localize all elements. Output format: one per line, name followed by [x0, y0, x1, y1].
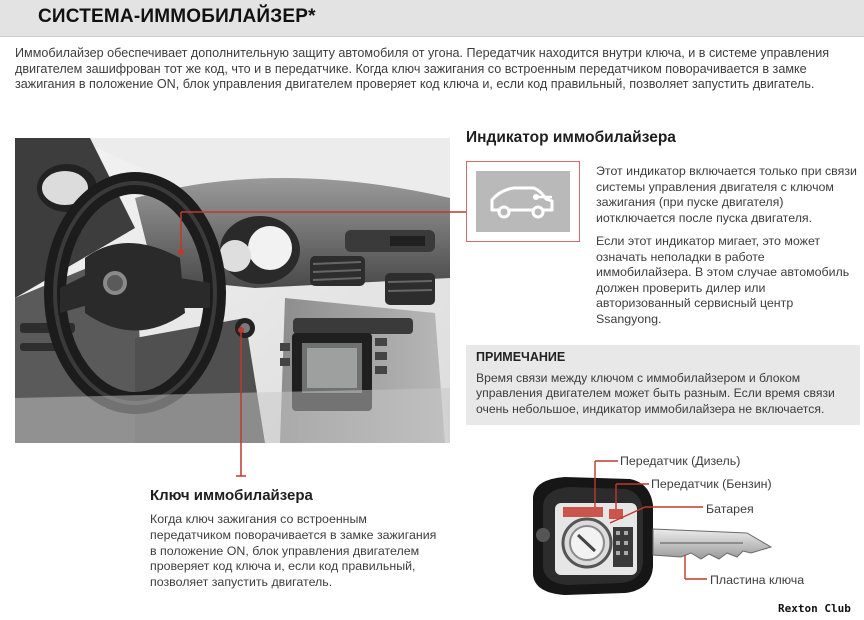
indicator-warning: Если этот индикатор мигает, это может означать неполадки в работе иммобилайзера. В этом случае автомобиль должен проверить дилер или авторизованный сервисный центр Ssangyong.	[596, 234, 850, 326]
note-text: Время связи между ключом с иммобилайзером и блоком управления двигателем может быть разным. Если время связи очень небольшое, индикатор иммобилайзера не включается.	[476, 371, 835, 416]
label-transmitter-diesel: Передатчик (Дизель)	[620, 454, 741, 468]
label-transmitter-petrol: Передатчик (Бензин)	[651, 477, 772, 491]
immobilizer-indicator-box	[466, 161, 580, 242]
page-title: СИСТЕМА-ИММОБИЛАЙЗЕР*	[38, 6, 316, 27]
watermark: Rexton Club	[778, 602, 851, 615]
label-key-blade: Пластина ключа	[710, 573, 805, 587]
key-description: Когда ключ зажигания со встроенным передатчиком поворачивается в замке зажигания в положение ON, блок управления двигателем проверяет код ключа и, если код правильный, позволяет запустить двигатель.	[150, 512, 437, 590]
car-key-icon	[476, 171, 570, 232]
indicator-title: Индикатор иммобилайзера	[466, 129, 676, 146]
label-battery: Батарея	[706, 502, 754, 516]
intro-paragraph: Иммобилайзер обеспечивает дополнительную защиту автомобиля от угона. Передатчик находится внутри ключа, и в системе управления двигателем зашифрован тот же код, что и в передатчике. Когда ключ зажигания со встроенным передатчиком поворачивается в замке зажигания в положение ON, блок управления двигателем проверяет код ключа и, если код правильный, позволяет запустить двигатель.	[15, 46, 830, 91]
dashboard-photo	[15, 138, 450, 443]
key-title: Ключ иммобилайзера	[150, 487, 313, 504]
note-title: ПРИМЕЧАНИЕ	[476, 350, 566, 364]
indicator-description: Этот индикатор включается только при связи системы управления двигателя с ключом зажигания (при пуске двигателя) иотключается после пуска двигателя.	[596, 164, 857, 225]
